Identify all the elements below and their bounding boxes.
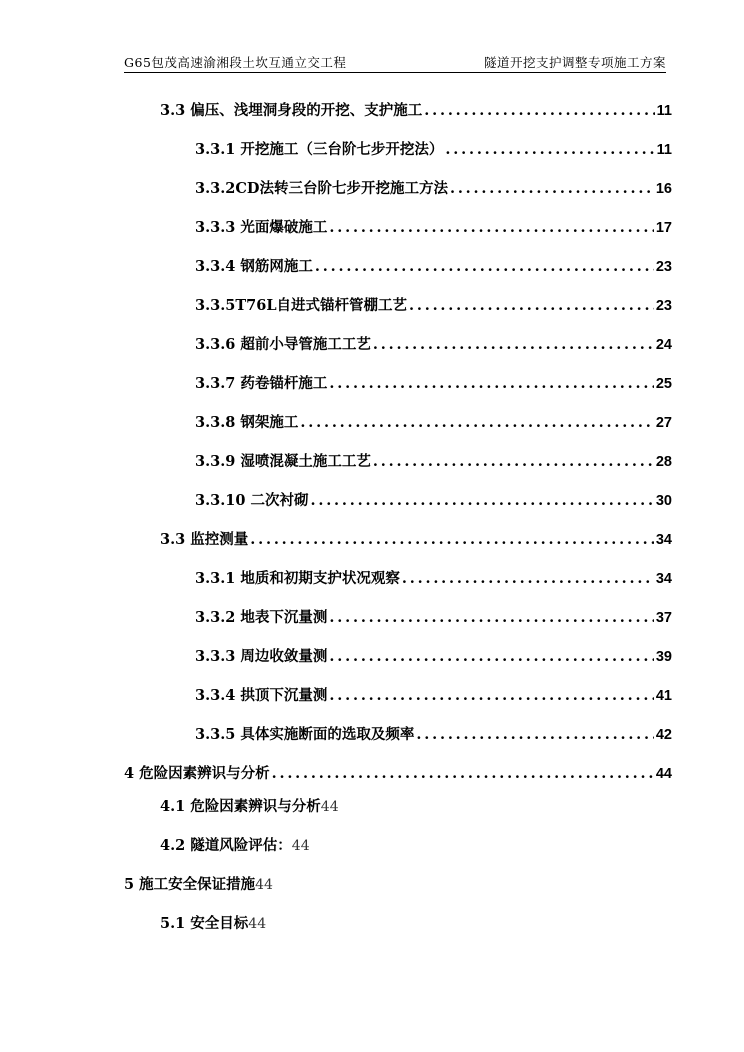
toc-entry-title: 3.3.4 拱顶下沉量测 [195, 687, 328, 704]
toc-entry-page: 44 [655, 766, 672, 782]
toc-entry[interactable] [195, 369, 672, 393]
toc-entry[interactable] [195, 408, 672, 432]
toc-entry-page: 11 [656, 103, 672, 119]
toc-leader-dots [300, 414, 653, 432]
toc-entry-title: 3.3.8 钢架施工 [195, 414, 299, 431]
toc-entry-title: 3.3.9 湿喷混凝土施工工艺 [195, 453, 371, 470]
toc-entry-title: 3.3 偏压、浅埋洞身段的开挖、支护施工 [160, 102, 423, 119]
toc-entry[interactable] [124, 876, 273, 900]
toc-leader-dots [250, 531, 654, 549]
toc-entry-page: 39 [655, 649, 672, 665]
toc-leader-dots [373, 336, 654, 354]
toc-entry-page: 44 [320, 799, 339, 815]
toc-entry-title: 5.1 安全目标 [160, 915, 249, 932]
toc-entry-page: 34 [655, 571, 672, 587]
toc-entry-page: 28 [655, 454, 672, 470]
toc-leader-dots [329, 609, 653, 627]
toc-entry-title: 3.3.7 药卷锚杆施工 [195, 375, 328, 392]
toc-entry[interactable] [160, 96, 672, 120]
toc-entry-page: 24 [655, 337, 672, 353]
toc-entry[interactable] [195, 135, 672, 159]
toc-entry-title: 3.3.3 周边收敛量测 [195, 648, 328, 665]
toc-entry[interactable] [195, 720, 672, 744]
toc-leader-dots [315, 258, 654, 276]
toc-entry[interactable] [195, 681, 672, 705]
toc-entry-title: 3.3.2CD法转三台阶七步开挖施工方法 [195, 180, 448, 197]
toc-entry[interactable] [195, 252, 672, 276]
toc-leader-dots [445, 141, 654, 159]
toc-entry-title: 3.3.10 二次衬砌 [195, 492, 309, 509]
toc-entry[interactable] [124, 759, 672, 783]
toc-entry-page: 11 [656, 142, 672, 158]
toc-entry[interactable] [160, 798, 339, 822]
toc-entry[interactable] [195, 603, 672, 627]
toc-entry-page: 30 [655, 493, 672, 509]
toc-entry-title: 3.3.3 光面爆破施工 [195, 219, 328, 236]
toc-entry-title: 3.3 监控测量 [160, 531, 249, 548]
toc-entry[interactable] [195, 291, 672, 315]
toc-leader-dots [329, 648, 653, 666]
toc-leader-dots [402, 570, 654, 588]
toc-leader-dots [450, 180, 654, 198]
toc-entry-title: 3.3.1 地质和初期支护状况观察 [195, 570, 400, 587]
toc-entry-title: 3.3.5 具体实施断面的选取及频率 [195, 726, 415, 743]
toc-entry-page: 25 [655, 376, 672, 392]
toc-entry-title: 4 危险因素辨识与分析 [124, 765, 270, 782]
toc-entry-page: 42 [655, 727, 672, 743]
toc-entry[interactable] [195, 642, 672, 666]
toc-entry-page: 44 [291, 838, 310, 854]
toc-leader-dots [409, 297, 654, 315]
toc-entry-title: 4.1 危险因素辨识与分析 [160, 798, 321, 815]
toc-entry-title: 3.3.2 地表下沉量测 [195, 609, 328, 626]
toc-leader-dots [311, 492, 654, 510]
toc-entry[interactable] [195, 447, 672, 471]
toc-entry[interactable] [195, 213, 672, 237]
page-header [124, 50, 666, 73]
toc-entry-page: 44 [248, 916, 267, 932]
toc-entry[interactable] [160, 837, 310, 861]
toc-entry-title: 3.3.5T76L自进式锚杆管棚工艺 [195, 297, 408, 314]
toc-entry-page: 23 [655, 259, 672, 275]
toc-entry-title: 3.3.6 超前小导管施工工艺 [195, 336, 371, 353]
toc-entry[interactable] [195, 486, 672, 510]
toc-leader-dots [329, 687, 653, 705]
toc-entry[interactable] [160, 915, 266, 939]
toc-leader-dots [373, 453, 654, 471]
toc-leader-dots [329, 375, 653, 393]
toc-entry[interactable] [160, 525, 672, 549]
toc-entry-page: 23 [655, 298, 672, 314]
toc-entry-title: 5 施工安全保证措施 [124, 876, 256, 893]
toc-entry[interactable] [195, 174, 672, 198]
toc-entry-page: 41 [655, 688, 672, 704]
toc-leader-dots [416, 726, 653, 744]
header-project-title: G65包茂高速渝湘段土坎互通立交工程 [124, 55, 347, 70]
toc-entry-page: 34 [655, 532, 672, 548]
toc-entry-title: 3.3.4 钢筋网施工 [195, 258, 313, 275]
toc-entry-page: 37 [655, 610, 672, 626]
toc-leader-dots [424, 102, 654, 120]
toc-entry[interactable] [195, 564, 672, 588]
header-document-title: 隧道开挖支护调整专项施工方案 [483, 55, 666, 70]
toc-entry-page: 44 [255, 877, 273, 893]
toc-entry-page: 27 [655, 415, 672, 431]
toc-entry-page: 16 [655, 181, 672, 197]
toc-entry-title: 3.3.1 开挖施工（三台阶七步开挖法） [195, 141, 444, 158]
toc-entry[interactable] [195, 330, 672, 354]
toc-entry-title: 4.2 隧道风险评估： [160, 837, 292, 854]
toc-leader-dots [329, 219, 653, 237]
toc-leader-dots [272, 765, 654, 783]
toc-entry-page: 17 [655, 220, 672, 236]
